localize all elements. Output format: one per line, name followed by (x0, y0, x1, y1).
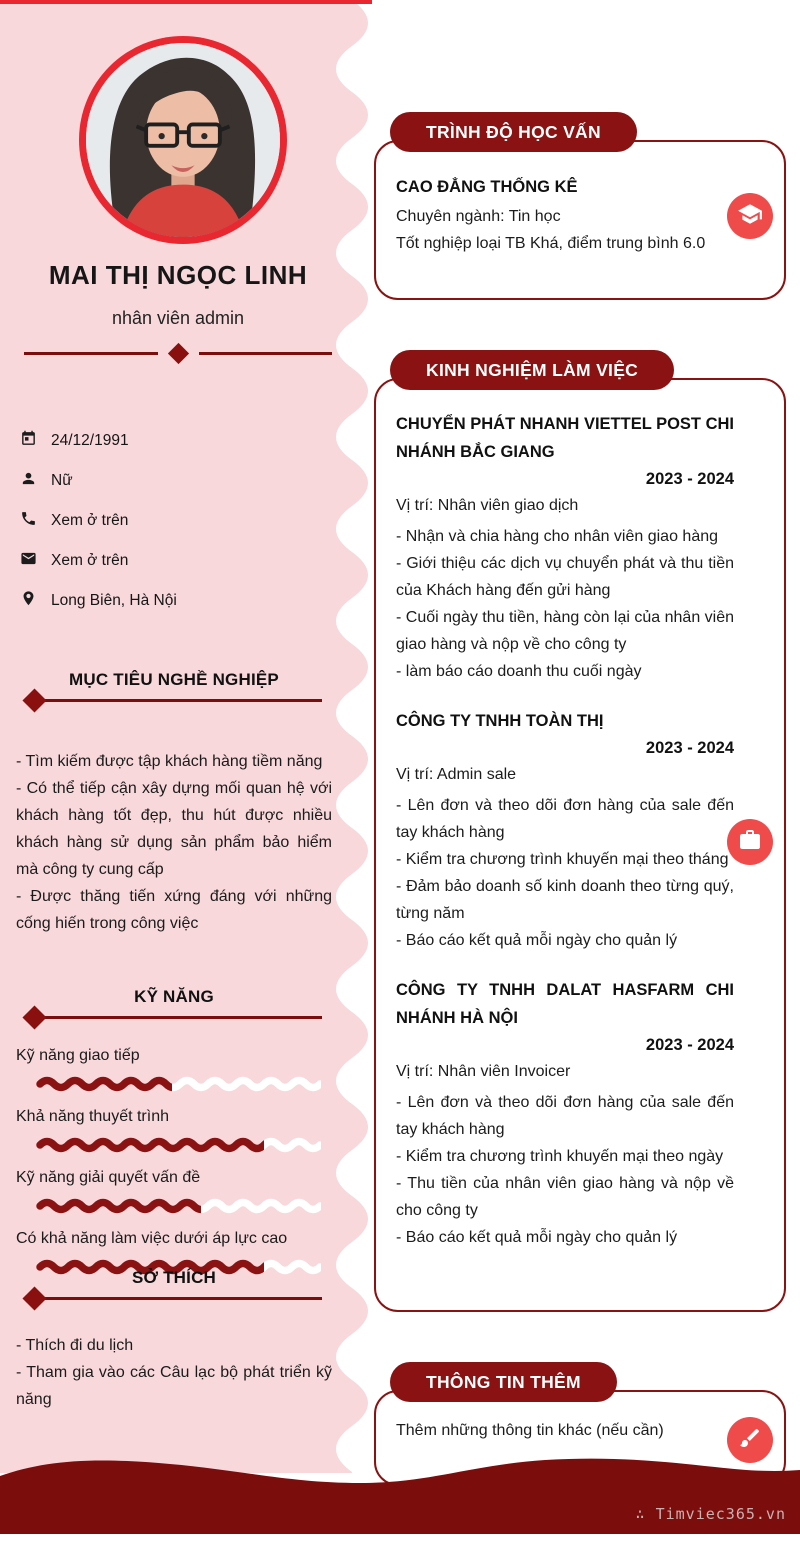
job-duty: - Lên đơn và theo dõi đơn hàng của sale đến tay khách hàng (396, 1094, 734, 1138)
skill-item: Có khả năng làm việc dưới áp lực cao (16, 1225, 332, 1275)
skill-item: Kỹ năng giao tiếp (16, 1042, 332, 1092)
education-badge (727, 193, 773, 239)
experience-entry (396, 410, 734, 685)
candidate-title: nhân viên admin (111, 308, 245, 328)
education-content (376, 142, 784, 253)
additional-heading-pill: THÔNG TIN THÊM (390, 1362, 617, 1402)
job-duty: - Giới thiệu các dịch vụ chuyển phát và thu tiền của Khách hàng đến gửi hàng (396, 555, 734, 599)
profile-photo-ring (79, 36, 287, 244)
section-rule (30, 699, 322, 702)
skills-heading: KỸ NĂNG (134, 987, 214, 1006)
contact-email: Xem ở trên (20, 552, 340, 569)
title-divider (24, 346, 332, 361)
school-name: CAO ĐẲNG THỐNG KÊ (396, 178, 578, 196)
location-icon (20, 590, 37, 612)
job-duty: - Thu tiền của nhân viên giao hàng và nộp về cho công ty (396, 1175, 734, 1219)
job-duty: - Nhận và chia hàng cho nhân viên giao hàng (396, 528, 719, 545)
diamond-ornament (167, 343, 188, 364)
experience-heading-pill: KINH NGHIỆM LÀM VIỆC (390, 350, 674, 390)
job-duty: - Báo cáo kết quả mỗi ngày cho quản lý (396, 932, 678, 949)
section-rule (30, 1016, 322, 1019)
education-result: Tốt nghiệp loại TB Khá, điểm trung bình 6.0 (396, 235, 706, 252)
skills-list (16, 1042, 332, 1286)
experience-entry (396, 976, 734, 1251)
job-duty: - Cuối ngày thu tiền, hàng còn lại của nhân viên giao hàng và nộp về cho công ty (396, 609, 735, 653)
experience-content (376, 380, 784, 1251)
work-period: 2023 - 2024 (645, 739, 734, 757)
skill-bar (35, 1076, 321, 1092)
hobbies-heading: SỞ THÍCH (131, 1268, 217, 1287)
top-accent-strip (0, 0, 372, 4)
objective-section-header (16, 670, 332, 702)
job-duty: - Kiểm tra chương trình khuyến mại theo ngày (396, 1148, 724, 1165)
hobbies-section-header (16, 1268, 332, 1300)
section-rule (30, 1297, 322, 1300)
profile-photo (86, 43, 280, 237)
envelope-icon (20, 550, 37, 572)
contact-address: Long Biên, Hà Nội (20, 592, 340, 609)
briefcase-icon (738, 828, 762, 857)
education-section (374, 121, 786, 300)
graduation-cap-icon (737, 201, 763, 232)
job-position: Vị trí: Nhân viên Invoicer (396, 1063, 571, 1080)
skill-bar (35, 1137, 321, 1153)
phone-icon (20, 510, 37, 532)
job-position: Vị trí: Admin sale (396, 766, 517, 783)
skills-section-header (16, 987, 332, 1019)
contact-dob: 24/12/1991 (20, 432, 340, 449)
additional-content: Thêm những thông tin khác (nếu cần) (396, 1422, 664, 1439)
contact-list (20, 432, 340, 632)
work-period: 2023 - 2024 (645, 470, 734, 488)
calendar-icon (20, 430, 37, 452)
job-duty: - Đảm bảo doanh số kinh doanh theo từng quý, từng năm (396, 878, 734, 922)
job-duty: - Lên đơn và theo dõi đơn hàng của sale đến tay khách hàng (396, 797, 734, 841)
candidate-name: MAI THỊ NGỌC LINH (48, 260, 308, 290)
hobbies-text: - Thích đi du lịch - Tham gia vào các Câu lạc bộ phát triển kỹ năng (16, 1337, 332, 1408)
company-name: CÔNG TY TNHH TOÀN THỊ (396, 712, 604, 730)
job-duty: - Kiểm tra chương trình khuyến mại theo tháng (396, 851, 729, 868)
skill-item: Kỹ năng giải quyết vấn đề (16, 1164, 332, 1214)
job-position: Vị trí: Nhân viên giao dịch (396, 497, 579, 514)
job-duty: - Báo cáo kết quả mỗi ngày cho quản lý (396, 1229, 678, 1246)
work-period: 2023 - 2024 (645, 1036, 734, 1054)
company-name: CÔNG TY TNHH DALAT HASFARM CHI NHÁNH HÀ NỘI (396, 981, 734, 1027)
brand-mark-icon: ∴ (635, 1505, 646, 1523)
person-icon (20, 470, 37, 492)
brand-text: Timviec365.vn (655, 1505, 786, 1523)
contact-phone: Xem ở trên (20, 512, 340, 529)
experience-badge (727, 819, 773, 865)
experience-section (374, 359, 786, 1312)
objective-text: - Tìm kiếm được tập khách hàng tiềm năng - Có thể tiếp cận xây dựng mối quan hệ với khách hàng tốt đẹp, thu hút được nhiều khách hàng sử dụng sản phẩm bảo hiểm mà công ty cung cấp - Được thăng tiến xứng đáng với những cống hiến trong công việc (16, 753, 332, 932)
experience-entry (396, 707, 734, 954)
avatar (86, 43, 280, 237)
contact-gender: Nữ (20, 472, 340, 489)
company-name: CHUYỂN PHÁT NHANH VIETTEL POST CHI NHÁNH BẮC GIANG (396, 415, 734, 461)
brand-logo (636, 1505, 786, 1523)
education-major: Chuyên ngành: Tin học (396, 208, 561, 225)
skill-item: Khả năng thuyết trình (16, 1103, 332, 1153)
education-heading-pill: TRÌNH ĐỘ HỌC VẤN (390, 112, 637, 152)
objective-heading: MỤC TIÊU NGHỀ NGHIỆP (69, 670, 279, 689)
job-duty: - làm báo cáo doanh thu cuối ngày (396, 663, 642, 680)
skill-bar (35, 1198, 321, 1214)
